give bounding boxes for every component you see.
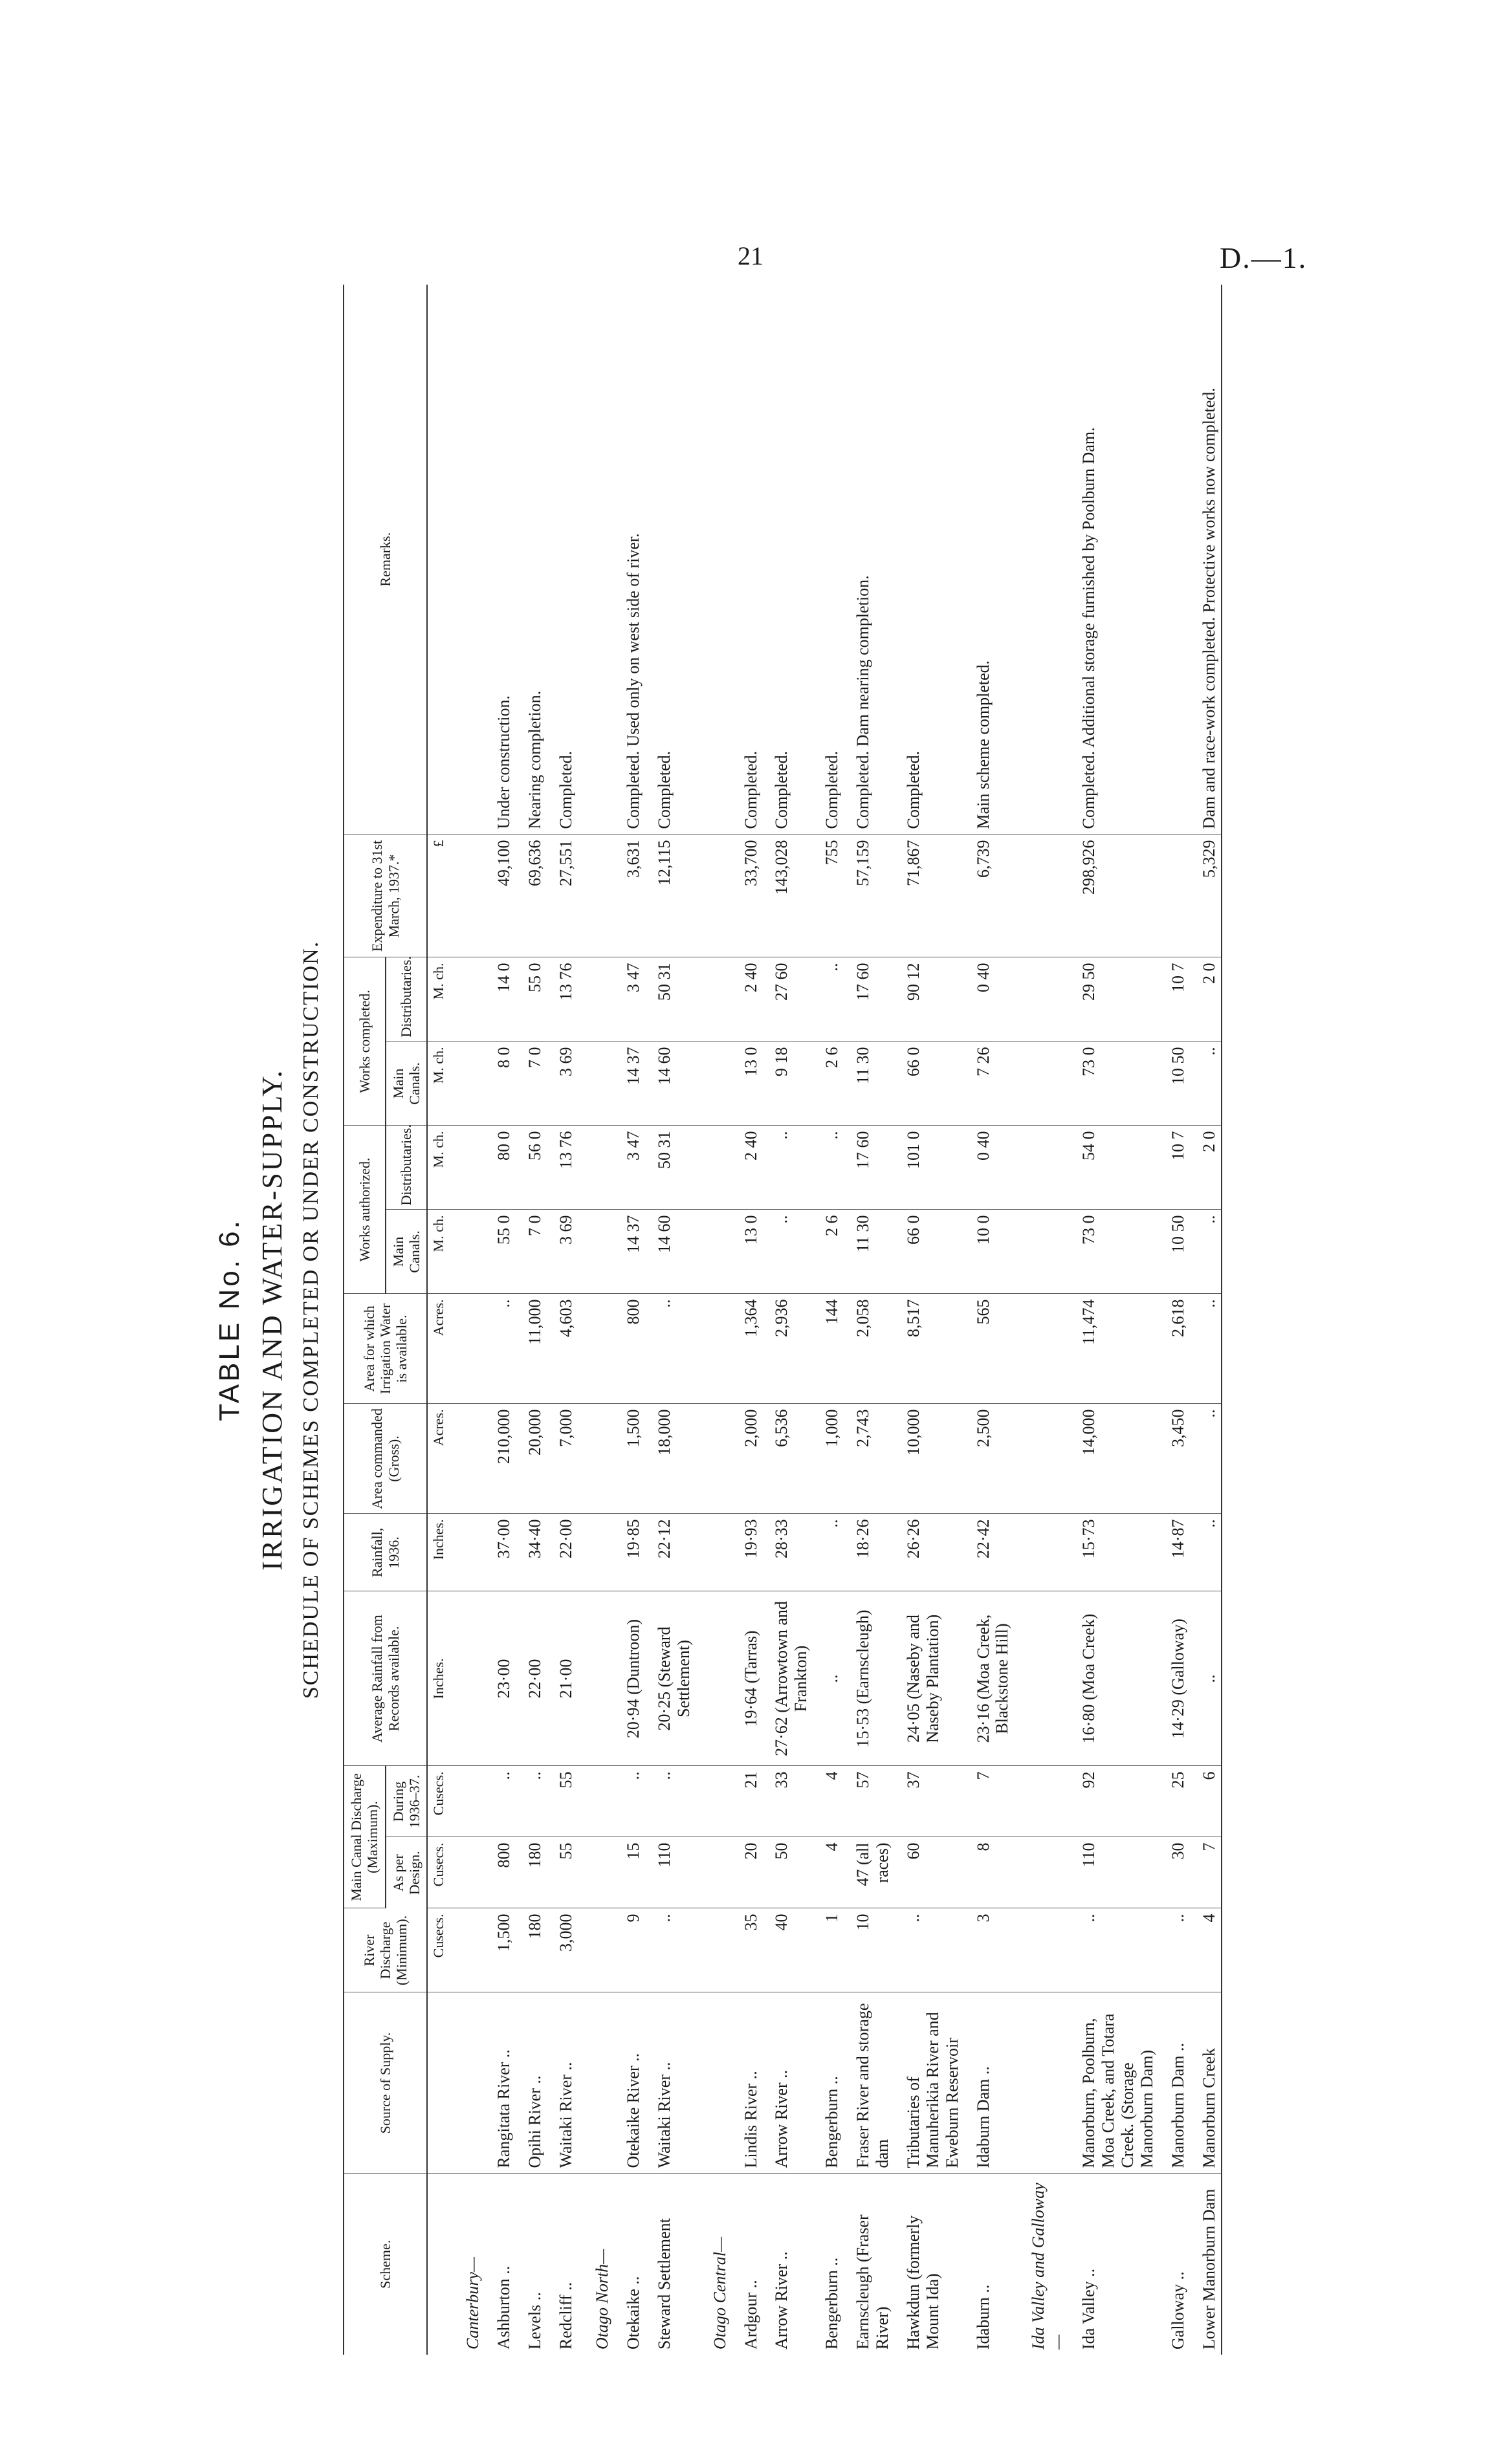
avg-rainfall-cell: 20·25 (Steward Settlement) [646,1591,696,1766]
table-row [895,285,965,2355]
page-number: 21 [738,241,763,270]
comp-main-canal-cell: 73 0 [1070,1041,1159,1126]
header-auth-distributaries: Distributaries. [386,1126,428,1210]
during-discharge-cell: 92 [1070,1766,1159,1837]
area-available-cell: .. [646,1294,696,1404]
remarks-cell: Completed. [732,285,763,834]
comp-distributary-cell: 3 47 [615,957,646,1041]
source-cell: Bengerburn .. [813,1992,844,2174]
during-discharge-cell: 33 [763,1766,813,1837]
table-row [615,285,646,2355]
header-expenditure: Expenditure to 31st March, 1937.* [344,834,427,957]
river-discharge-cell: .. [1159,1908,1191,1992]
expenditure-cell: 12,115 [646,834,696,957]
unit-inches: Inches. [427,1514,449,1591]
auth-main-canal-cell: 14 60 [646,1210,696,1294]
avg-rainfall-cell: 27·62 (Arrowtown and Frankton) [763,1591,813,1766]
source-cell: Idaburn Dam .. [965,1992,1015,2174]
expenditure-cell: 755 [813,834,844,957]
expenditure-cell: 27,551 [547,834,578,957]
table-row [844,285,895,2355]
expenditure-cell: 143,028 [763,834,813,957]
comp-main-canal-cell: 14 60 [646,1041,696,1126]
header-river-discharge: River Discharge (Minimum). [344,1908,427,1992]
source-cell: Lindis River .. [732,1992,763,2174]
river-discharge-cell: .. [1070,1908,1159,1992]
source-cell: Otekaike River .. [615,1992,646,2174]
auth-distributary-cell: 0 40 [965,1126,1015,1210]
remarks-cell: Completed. [763,285,813,834]
during-discharge-cell: 55 [547,1766,578,1837]
comp-distributary-cell: 13 76 [547,957,578,1041]
header-area-commanded: Area commanded (Gross). [344,1404,427,1514]
source-cell: Manorburn, Poolburn, Moa Creek, and Totara Creek. (Storage Manorburn Dam) [1070,1992,1159,2174]
river-discharge-cell: .. [646,1908,696,1992]
area-commanded-cell: 2,000 [732,1404,763,1514]
table-row [813,285,844,2355]
header-works-completed: Works completed. [344,957,386,1126]
header-works-authorized: Works authorized. [344,1126,386,1294]
source-cell: Waitaki River .. [646,1992,696,2174]
scheme-cell: Bengerburn .. [822,2257,842,2350]
unit-miles-chains: M. ch. [427,957,449,1041]
auth-distributary-cell: 54 0 [1070,1126,1159,1210]
table-row [1070,285,1159,2355]
scheme-cell: Hawkdun (formerly Mount Ida) [903,2215,942,2350]
scheme-cell: Otekaike .. [623,2276,643,2350]
table-row [732,285,763,2355]
avg-rainfall-cell: 16·80 (Moa Creek) [1070,1591,1159,1766]
source-cell: Waitaki River .. [547,1992,578,2174]
auth-distributary-cell: 10 7 [1159,1126,1191,1210]
source-cell: Rangitata River .. [485,1992,516,2174]
source-cell: Opihi River .. [516,1992,547,2174]
during-discharge-cell: 37 [895,1766,965,1837]
area-commanded-cell: 2,743 [844,1404,895,1514]
scheme-cell: Levels .. [525,2292,545,2350]
river-discharge-cell: 3 [965,1908,1015,1992]
comp-distributary-cell: .. [813,957,844,1041]
group-heading: Ida Valley and Galloway— [1029,2183,1068,2350]
area-available-cell: 800 [615,1294,646,1404]
rainfall-1936-cell: 26·26 [895,1514,965,1591]
avg-rainfall-cell: 20·94 (Duntroon) [615,1591,646,1766]
comp-distributary-cell: 29 50 [1070,957,1159,1041]
auth-distributary-cell: 2 0 [1191,1126,1222,1210]
header-scheme: Scheme. [344,2174,427,2355]
river-discharge-cell: 35 [732,1908,763,1992]
rainfall-1936-cell: 15·73 [1070,1514,1159,1591]
avg-rainfall-cell: 21·00 [547,1591,578,1766]
river-discharge-cell: 3,000 [547,1908,578,1992]
river-discharge-cell: .. [895,1908,965,1992]
river-discharge-cell: 4 [1191,1908,1222,1992]
scheme-cell: Galloway .. [1168,2271,1187,2350]
area-commanded-cell: 1,000 [813,1404,844,1514]
area-commanded-cell: 10,000 [895,1404,965,1514]
schedule-body [427,285,1222,2355]
comp-distributary-cell: 14 0 [485,957,516,1041]
avg-rainfall-cell: .. [813,1591,844,1766]
remarks-cell: Main scheme completed. [965,285,1015,834]
group-heading: Otago North— [593,2249,612,2350]
table-number: TABLE No. 6. [214,1218,245,1421]
area-commanded-cell: 2,500 [965,1404,1015,1514]
table-row [516,285,547,2355]
area-available-cell: 2,058 [844,1294,895,1404]
rainfall-1936-cell: 22·12 [646,1514,696,1591]
area-commanded-cell: 1,500 [615,1404,646,1514]
comp-main-canal-cell: 13 0 [732,1041,763,1126]
auth-main-canal-cell: 11 30 [844,1210,895,1294]
area-commanded-cell: .. [1191,1404,1222,1514]
area-commanded-cell: 18,000 [646,1404,696,1514]
source-cell: Tributaries of Manuherikia River and Eweburn Reservoir [895,1992,965,2174]
remarks-cell: Nearing completion. [516,285,547,834]
expenditure-cell [1159,834,1191,957]
scheme-cell: Ashburton .. [494,2265,514,2350]
header-area-available: Area for which Irrigation Water is available. [344,1294,427,1404]
comp-main-canal-cell: 3 69 [547,1041,578,1126]
comp-distributary-cell: 90 12 [895,957,965,1041]
comp-main-canal-cell: .. [1191,1041,1222,1126]
group-heading: Otago Central— [710,2236,729,2350]
design-discharge-cell: 110 [646,1837,696,1908]
avg-rainfall-cell: 22·00 [516,1591,547,1766]
document-reference: D.—1. [1220,241,1308,274]
area-commanded-cell: 20,000 [516,1404,547,1514]
table-row [485,285,516,2355]
header-comp-distributaries: Distributaries. [386,957,428,1041]
expenditure-cell: 71,867 [895,834,965,957]
remarks-cell: Under construction. [485,285,516,834]
header-comp-main-canals: Main Canals. [386,1041,428,1126]
design-discharge-cell: 60 [895,1837,965,1908]
comp-main-canal-cell: 9 18 [763,1041,813,1126]
comp-main-canal-cell: 8 0 [485,1041,516,1126]
avg-rainfall-cell: .. [1191,1591,1222,1766]
unit-pounds: £ [427,834,449,957]
comp-main-canal-cell: 11 30 [844,1041,895,1126]
auth-main-canal-cell: 10 50 [1159,1210,1191,1294]
area-available-cell: 11,000 [516,1294,547,1404]
rainfall-1936-cell: 19·93 [732,1514,763,1591]
rainfall-1936-cell: 14·87 [1159,1514,1191,1591]
remarks-cell: Dam and race-work completed. Protective works now completed. [1191,285,1222,834]
unit-cusecs: Cusecs. [427,1837,449,1908]
remarks-cell: Completed. Dam nearing completion. [844,285,895,834]
comp-distributary-cell: 2 0 [1191,957,1222,1041]
scheme-cell: Idaburn .. [973,2284,993,2350]
area-available-cell: .. [485,1294,516,1404]
table-row [763,285,813,2355]
expenditure-cell: 298,926 [1070,834,1159,957]
comp-main-canal-cell: 7 0 [516,1041,547,1126]
expenditure-cell: 3,631 [615,834,646,957]
auth-distributary-cell: .. [813,1126,844,1210]
auth-main-canal-cell: .. [763,1210,813,1294]
remarks-cell [1159,285,1191,834]
group-heading-row [578,285,615,2355]
river-discharge-cell: 40 [763,1908,813,1992]
comp-distributary-cell: 50 31 [646,957,696,1041]
auth-distributary-cell: 17 60 [844,1126,895,1210]
auth-distributary-cell: 3 47 [615,1126,646,1210]
header-as-per-design: As per Design. [386,1837,428,1908]
comp-main-canal-cell: 2 6 [813,1041,844,1126]
rainfall-1936-cell: 22·00 [547,1514,578,1591]
comp-distributary-cell: 10 7 [1159,957,1191,1041]
remarks-cell: Completed. [813,285,844,834]
group-heading: Canterbury— [463,2257,483,2350]
river-discharge-cell: 9 [615,1908,646,1992]
auth-distributary-cell: 80 0 [485,1126,516,1210]
table-row [646,285,696,2355]
units-row [427,285,449,2355]
avg-rainfall-cell: 15·53 (Earnscleugh) [844,1591,895,1766]
unit-cusecs: Cusecs. [427,1766,449,1837]
area-available-cell: 565 [965,1294,1015,1404]
avg-rainfall-cell: 23·16 (Moa Creek, Blackstone Hill) [965,1591,1015,1766]
during-discharge-cell: 4 [813,1766,844,1837]
scheme-cell: Ardgour .. [741,2280,760,2350]
header-rainfall-1936: Rainfall, 1936. [344,1514,427,1591]
rainfall-1936-cell: 34·40 [516,1514,547,1591]
expenditure-cell: 6,739 [965,834,1015,957]
during-discharge-cell: 57 [844,1766,895,1837]
avg-rainfall-cell: 14·29 (Galloway) [1159,1591,1191,1766]
river-discharge-cell: 180 [516,1908,547,1992]
area-available-cell: 11,474 [1070,1294,1159,1404]
scheme-cell: Redcliff .. [556,2282,576,2350]
design-discharge-cell: 20 [732,1837,763,1908]
scheme-cell: Steward Settlement [654,2218,674,2350]
auth-main-canal-cell: 55 0 [485,1210,516,1294]
auth-distributary-cell: 101 0 [895,1126,965,1210]
avg-rainfall-cell: 24·05 (Naseby and Naseby Plantation) [895,1591,965,1766]
unit-miles-chains: M. ch. [427,1041,449,1126]
comp-main-canal-cell: 66 0 [895,1041,965,1126]
header-avg-rainfall: Average Rainfall from Records available. [344,1591,427,1766]
comp-distributary-cell: 0 40 [965,957,1015,1041]
area-available-cell: .. [1191,1294,1222,1404]
header-remarks: Remarks. [344,285,427,834]
comp-main-canal-cell: 7 26 [965,1041,1015,1126]
source-cell: Manorburn Dam .. [1159,1992,1191,2174]
during-discharge-cell: .. [516,1766,547,1837]
river-discharge-cell: 1 [813,1908,844,1992]
comp-distributary-cell: 55 0 [516,957,547,1041]
auth-main-canal-cell: 14 37 [615,1210,646,1294]
auth-distributary-cell: 56 0 [516,1126,547,1210]
design-discharge-cell: 50 [763,1837,813,1908]
rainfall-1936-cell: 22·42 [965,1514,1015,1591]
auth-main-canal-cell: 10 0 [965,1210,1015,1294]
group-heading-row [1015,285,1070,2355]
design-discharge-cell: 8 [965,1837,1015,1908]
comp-distributary-cell: 17 60 [844,957,895,1041]
area-commanded-cell: 210,000 [485,1404,516,1514]
auth-main-canal-cell: 7 0 [516,1210,547,1294]
table-subtitle: SCHEDULE OF SCHEMES COMPLETED OR UNDER CONSTRUCTION. [299,940,323,1699]
auth-main-canal-cell: 3 69 [547,1210,578,1294]
rainfall-1936-cell: 37·00 [485,1514,516,1591]
table-row [547,285,578,2355]
during-discharge-cell: .. [646,1766,696,1837]
auth-main-canal-cell: .. [1191,1210,1222,1294]
table-row [965,285,1015,2355]
comp-main-canal-cell: 10 50 [1159,1041,1191,1126]
auth-main-canal-cell: 66 0 [895,1210,965,1294]
design-discharge-cell: 30 [1159,1837,1191,1908]
rainfall-1936-cell: 18·26 [844,1514,895,1591]
source-cell: Fraser River and storage dam [844,1992,895,2174]
area-available-cell: 1,364 [732,1294,763,1404]
scheme-cell: Lower Manorburn Dam [1191,2174,1222,2355]
design-discharge-cell: 180 [516,1837,547,1908]
avg-rainfall-cell: 23·00 [485,1591,516,1766]
remarks-cell: Completed. [895,285,965,834]
area-commanded-cell: 6,536 [763,1404,813,1514]
expenditure-cell: 33,700 [732,834,763,957]
during-discharge-cell: 21 [732,1766,763,1837]
rainfall-1936-cell: .. [813,1514,844,1591]
schedule-table [343,285,1222,2355]
area-available-cell: 4,603 [547,1294,578,1404]
header-auth-main-canals: Main Canals. [386,1210,428,1294]
source-cell: Manorburn Creek [1191,1992,1222,2174]
rainfall-1936-cell: 28·33 [763,1514,813,1591]
design-discharge-cell: 110 [1070,1837,1159,1908]
area-commanded-cell: 7,000 [547,1404,578,1514]
table-title: IRRIGATION AND WATER-SUPPLY. [256,1069,288,1571]
area-available-cell: 8,517 [895,1294,965,1404]
unit-miles-chains: M. ch. [427,1126,449,1210]
table-row [1159,285,1191,2355]
scheme-cell: Earnscleugh (Fraser River) [853,2214,892,2350]
river-discharge-cell: 1,500 [485,1908,516,1992]
expenditure-cell: 49,100 [485,834,516,957]
scheme-cell: Arrow River .. [772,2251,791,2350]
auth-distributary-cell: 2 40 [732,1126,763,1210]
comp-main-canal-cell: 14 37 [615,1041,646,1126]
scheme-cell: Ida Valley .. [1079,2268,1099,2350]
auth-distributary-cell: 13 76 [547,1126,578,1210]
during-discharge-cell: 6 [1191,1766,1222,1837]
rainfall-1936-cell: 19·85 [615,1514,646,1591]
during-discharge-cell: 25 [1159,1766,1191,1837]
unit-miles-chains: M. ch. [427,1210,449,1294]
auth-main-canal-cell: 2 6 [813,1210,844,1294]
design-discharge-cell: 55 [547,1837,578,1908]
expenditure-cell: 69,636 [516,834,547,957]
design-discharge-cell: 800 [485,1837,516,1908]
river-discharge-cell: 10 [844,1908,895,1992]
area-available-cell: 2,936 [763,1294,813,1404]
remarks-cell: Completed. Used only on west side of river. [615,285,646,834]
remarks-cell: Completed. [547,285,578,834]
auth-main-canal-cell: 73 0 [1070,1210,1159,1294]
design-discharge-cell: 7 [1191,1837,1222,1908]
unit-inches: Inches. [427,1591,449,1766]
comp-distributary-cell: 27 60 [763,957,813,1041]
avg-rainfall-cell: 19·64 (Tarras) [732,1591,763,1766]
source-cell: Arrow River .. [763,1992,813,2174]
remarks-cell: Completed. Additional storage furnished by Poolburn Dam. [1070,285,1159,834]
auth-distributary-cell: .. [763,1126,813,1210]
auth-main-canal-cell: 13 0 [732,1210,763,1294]
unit-cusecs: Cusecs. [427,1908,449,1992]
during-discharge-cell: .. [615,1766,646,1837]
group-heading-row [696,285,732,2355]
area-commanded-cell: 3,450 [1159,1404,1191,1514]
during-discharge-cell: .. [485,1766,516,1837]
unit-acres: Acres. [427,1294,449,1404]
header-during: During 1936–37. [386,1766,428,1837]
header-main-canal: Main Canal Discharge (Maximum). [344,1766,386,1908]
design-discharge-cell: 47 (all races) [844,1837,895,1908]
table-row [1191,285,1222,2355]
area-commanded-cell: 14,000 [1070,1404,1159,1514]
design-discharge-cell: 15 [615,1837,646,1908]
header-source: Source of Supply. [344,1992,427,2174]
design-discharge-cell: 4 [813,1837,844,1908]
during-discharge-cell: 7 [965,1766,1015,1837]
comp-distributary-cell: 2 40 [732,957,763,1041]
group-heading-row [449,285,485,2355]
expenditure-cell: 5,329 [1191,834,1222,957]
auth-distributary-cell: 50 31 [646,1126,696,1210]
rotated-table-block [116,285,1281,2355]
rainfall-1936-cell: .. [1191,1514,1222,1591]
remarks-cell: Completed. [646,285,696,834]
area-available-cell: 144 [813,1294,844,1404]
unit-acres: Acres. [427,1404,449,1514]
area-available-cell: 2,618 [1159,1294,1191,1404]
expenditure-cell: 57,159 [844,834,895,957]
